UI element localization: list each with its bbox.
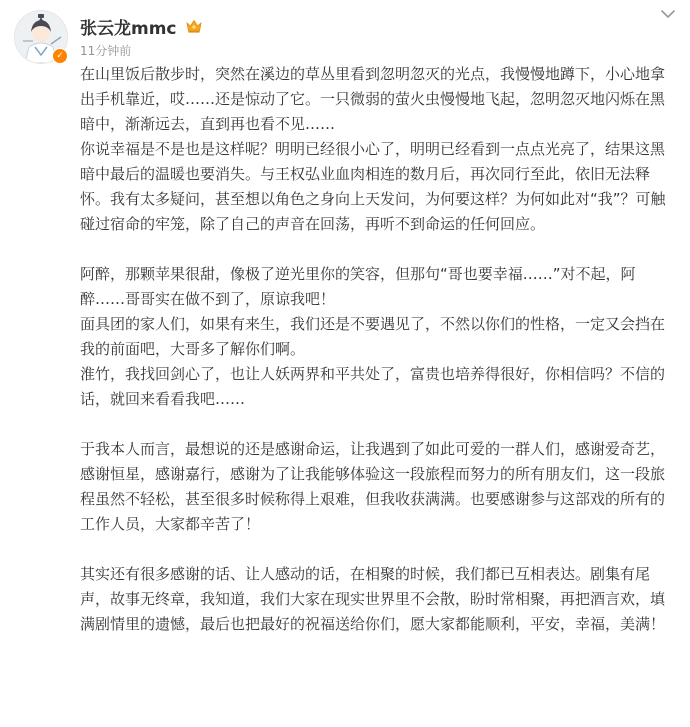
post-paragraph: 其实还有很多感谢的话、让人感动的话，在相聚的时候，我们都已互相表达。剧集有尾声，故事无终章，我知道，我们大家在现实世界里不会散，盼时常相聚，再把酒言欢，填满剧情里的遗憾，最后也把最好的祝福送给你们，愿大家都能顺利，平安，幸福，美满！ [80, 565, 666, 633]
paragraph-spacer [80, 237, 676, 262]
post-paragraph: 在山里饭后散步时，突然在溪边的草丛里看到忽明忽灭的光点，我慢慢地蹲下，小心地拿出手机靠近，哎……还是惊动了它。一只微弱的萤火虫慢慢地飞起，忽明忽灭地闪烁在黑暗中，渐渐远去，直到再也看不见…… [80, 65, 666, 133]
post-paragraph: 淮竹，我找回剑心了，也让人妖两界和平共处了，富贵也培养得很好，你相信吗？不信的话，就回来看看我吧…… [80, 365, 666, 408]
chevron-down-icon[interactable] [658, 6, 678, 20]
post-body [80, 62, 676, 637]
post-paragraph: 你说幸福是不是也是这样呢？明明已经很小心了，明明已经看到一点点光亮了，结果这黑暗中最后的温暖也要消失。与王权弘业血肉相连的数月后，再次同行至此，依旧无法释怀。我有太多疑问，甚至想以角色之身向上天发问，为何要这样？为何如此对“我”？可触碰过宿命的牢笼，除了自己的声音在回荡，再听不到命运的任何回应。 [80, 140, 666, 233]
avatar[interactable] [14, 10, 70, 66]
paragraph-spacer [80, 537, 676, 562]
post-paragraph: 于我本人而言，最想说的还是感谢命运，让我遇到了如此可爱的一群人们，感谢爱奇艺，感谢恒星，感谢嘉行，感谢为了让我能够体验这一段旅程而努力的所有朋友们，这一段旅程虽然不轻松，甚至很多时候称得上艰难，但我收获满满。也要感谢参与这部戏的所有的工作人员，大家都辛苦了！ [80, 440, 666, 533]
paragraph-spacer [80, 412, 676, 437]
author-name[interactable]: 张云龙mmc [80, 18, 177, 39]
post-paragraph: 面具团的家人们，如果有来生，我们还是不要遇见了，不然以你们的性格，一定又会挡在我的前面吧，大哥多了解你们啊。 [80, 315, 666, 358]
verified-badge-icon: ✓ [52, 48, 68, 64]
post-timestamp[interactable]: 11分钟前 [80, 44, 132, 58]
crown-vip-icon[interactable] [185, 17, 203, 35]
author-row [80, 14, 203, 38]
post-paragraph: 阿醉，那颗苹果很甜，像极了逆光里你的笑容，但那句“哥也要幸福……”对不起，阿醉……哥哥实在做不到了，原谅我吧！ [80, 265, 636, 308]
